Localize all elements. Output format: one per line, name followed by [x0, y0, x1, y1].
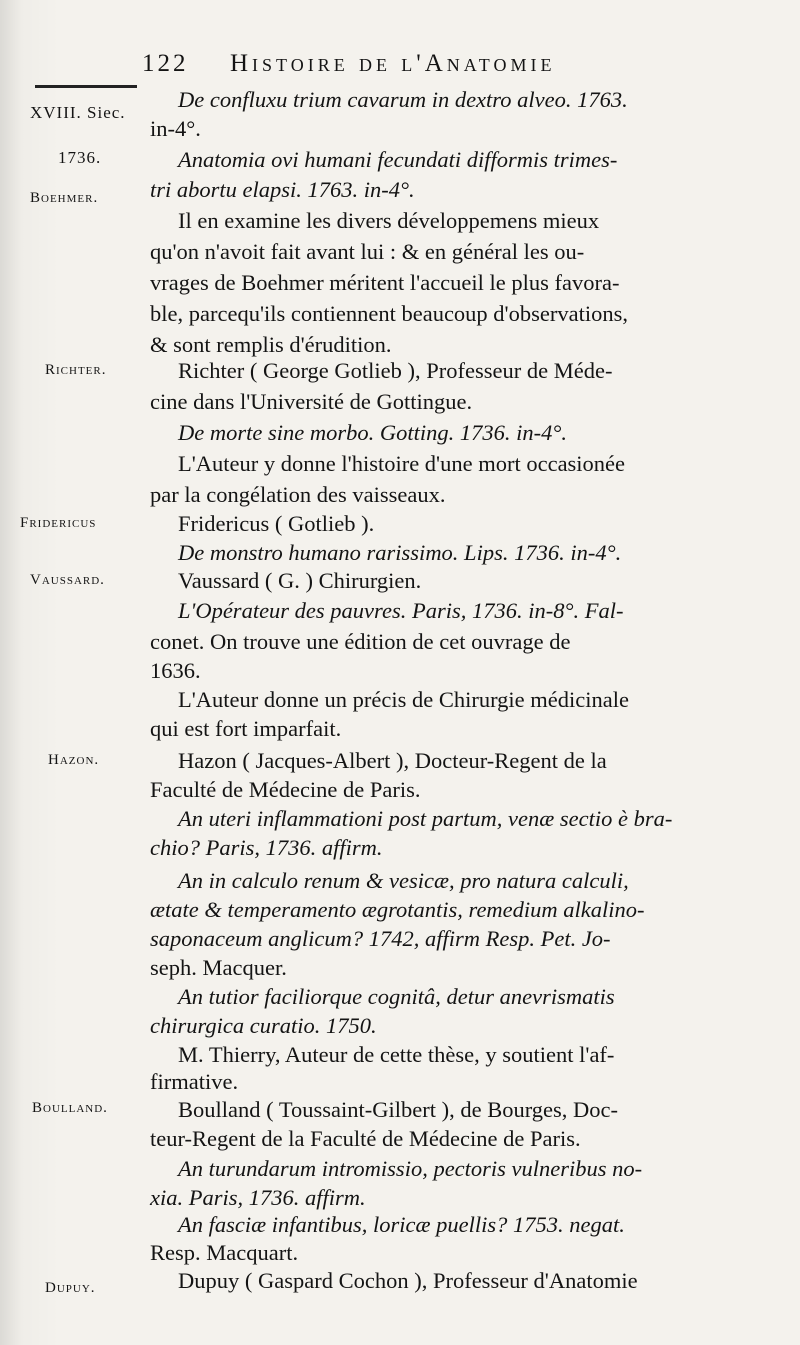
text-line: De morte sine morbo. Gotting. 1736. in-4°.	[178, 420, 567, 445]
text-line: teur-Regent de la Faculté de Médecine de Paris.	[150, 1126, 581, 1151]
margin-author-fridericus: Fridericus	[20, 515, 97, 531]
text-line: in-4°.	[150, 116, 201, 141]
text-line: chio? Paris, 1736. affirm.	[150, 835, 383, 860]
text-line: par la congélation des vaisseaux.	[150, 482, 446, 507]
text-line: De confluxu trium cavarum in dextro alveo. 1763.	[178, 87, 628, 112]
text-line: An in calculo renum & vesicæ, pro natura calculi,	[178, 868, 629, 893]
text-line: vrages de Boehmer méritent l'accueil le plus favora-	[150, 270, 620, 295]
text-line: Hazon ( Jacques-Albert ), Docteur-Regent de la	[178, 748, 607, 773]
text-line: Faculté de Médecine de Paris.	[150, 777, 421, 802]
text-line: qui est fort imparfait.	[150, 716, 342, 741]
text-line: Vaussard ( G. ) Chirurgien.	[178, 568, 422, 593]
margin-year: 1736.	[58, 148, 102, 167]
text-line: chirurgica curatio. 1750.	[150, 1013, 377, 1038]
text-line: Anatomia ovi humani fecundati difformis trimes-	[178, 147, 618, 172]
text-line: Dupuy ( Gaspard Cochon ), Professeur d'Anatomie	[178, 1268, 638, 1293]
margin-author-vaussard: Vaussard.	[30, 572, 105, 588]
text-line: tri abortu elapsi. 1763. in-4°.	[150, 177, 415, 202]
text-line: Boulland ( Toussaint-Gilbert ), de Bourges, Doc-	[178, 1097, 619, 1122]
margin-author-boehmer: Boehmer.	[30, 190, 99, 206]
text-line: L'Opérateur des pauvres. Paris, 1736. in-8°. Fal-	[178, 598, 624, 623]
text-line: 1636.	[150, 658, 201, 683]
margin-author-richter: Richter.	[45, 362, 107, 378]
margin-century: XVIII. Siec.	[30, 103, 126, 122]
text-line: An fasciæ infantibus, loricæ puellis? 1753. negat.	[178, 1212, 625, 1237]
text-line: qu'on n'avoit fait avant lui : & en général les ou-	[150, 239, 585, 264]
text-line: De monstro humano rarissimo. Lips. 1736. in-4°.	[178, 540, 622, 565]
text-line: ætate & temperamento ægrotantis, remedium alkalino-	[150, 897, 645, 922]
text-line: Resp. Macquart.	[150, 1240, 299, 1265]
text-line: conet. On trouve une édition de cet ouvrage de	[150, 629, 571, 654]
text-line: L'Auteur donne un précis de Chirurgie médicinale	[178, 687, 629, 712]
text-line: An turundarum intromissio, pectoris vulneribus no-	[178, 1156, 643, 1181]
margin-author-boulland: Boulland.	[32, 1100, 108, 1116]
text-line: M. Thierry, Auteur de cette thèse, y soutient l'af-	[178, 1042, 615, 1067]
margin-author-dupuy: Dupuy.	[45, 1280, 96, 1296]
text-line: cine dans l'Université de Gottingue.	[150, 389, 473, 414]
text-line: & sont remplis d'érudition.	[150, 332, 392, 357]
text-line: Il en examine les divers développemens mieux	[178, 208, 600, 233]
text-line: L'Auteur y donne l'histoire d'une mort occasionée	[178, 451, 626, 476]
margin-author-hazon: Hazon.	[48, 752, 100, 768]
page-number: 122	[142, 50, 189, 77]
text-line: saponaceum anglicum? 1742, affirm Resp. Pet. Jo-	[150, 926, 611, 951]
text-line: Richter ( George Gotlieb ), Professeur de Méde-	[178, 358, 613, 383]
text-line: An tutior faciliorque cognitâ, detur anevrismatis	[178, 984, 615, 1009]
running-title: Histoire de l'Anatomie	[230, 50, 556, 77]
text-line: seph. Macquer.	[150, 955, 287, 980]
text-line: ble, parcequ'ils contiennent beaucoup d'observations,	[150, 301, 628, 326]
text-line: Fridericus ( Gotlieb ).	[178, 511, 375, 536]
text-line: An uteri inflammationi post partum, venæ sectio è bra-	[178, 806, 673, 831]
header-rule	[35, 85, 137, 88]
running-header	[142, 50, 782, 80]
text-line: firmative.	[150, 1069, 239, 1094]
text-line: xia. Paris, 1736. affirm.	[150, 1185, 366, 1210]
